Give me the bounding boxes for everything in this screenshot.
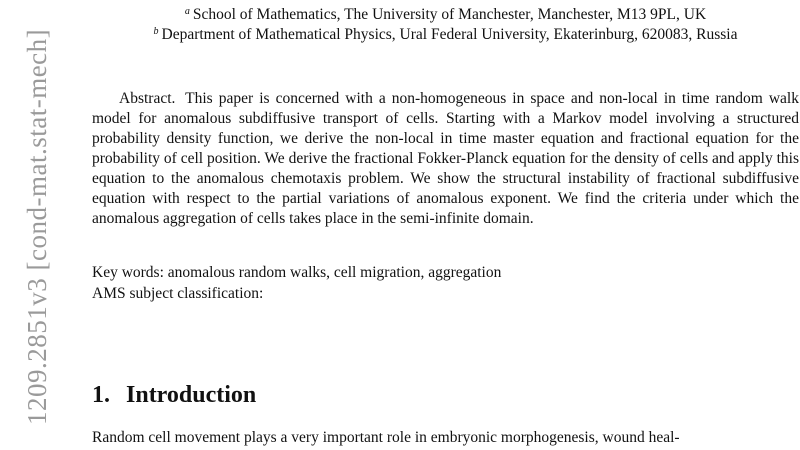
section-title: Introduction [126,382,257,408]
ams-classification: AMS subject classification: [92,285,264,302]
abstract-label: Abstract. [119,90,176,107]
section-number: 1. [92,382,110,408]
affiliation-b [92,22,799,45]
arxiv-identifier: 1209.2851v3 [cond-mat.stat-mech] [22,28,52,425]
affiliation-text-b: Department of Mathematical Physics, Ural Federal University, Ekaterinburg, 620083, Russia [161,26,738,43]
affiliation-mark-a: a [184,6,190,17]
section-heading [92,380,256,410]
intro-paragraph: Random cell movement plays a very important role in embryonic morphogenesis, wound heal- [92,429,680,446]
abstract-text: This paper is concerned with a non-homogeneous in space and non-local in time random walk model for anomalous subdiffusive transport of cells. Starting with a Markov model involving a structured probability density function, we derive the non-local in time master equation and fractional equation for the probability of cell position. We derive the fractional Fokker-Planck equation for the density of cells and apply this equation to the anomalous chemotaxis problem. We show the structural instability of fractional subdiffusive equation with respect to the partial variations of anomalous exponent. We find the criteria under which the anomalous aggregation of cells takes place in the semi-infinite domain. [92,90,799,227]
affiliation-mark-b: b [153,26,159,37]
affiliation-text-a: School of Mathematics, The University of Manchester, Manchester, M13 9PL, UK [192,6,707,23]
arxiv-stamp [2,0,52,450]
keywords: Key words: anomalous random walks, cell migration, aggregation [92,264,502,281]
abstract [92,89,799,229]
